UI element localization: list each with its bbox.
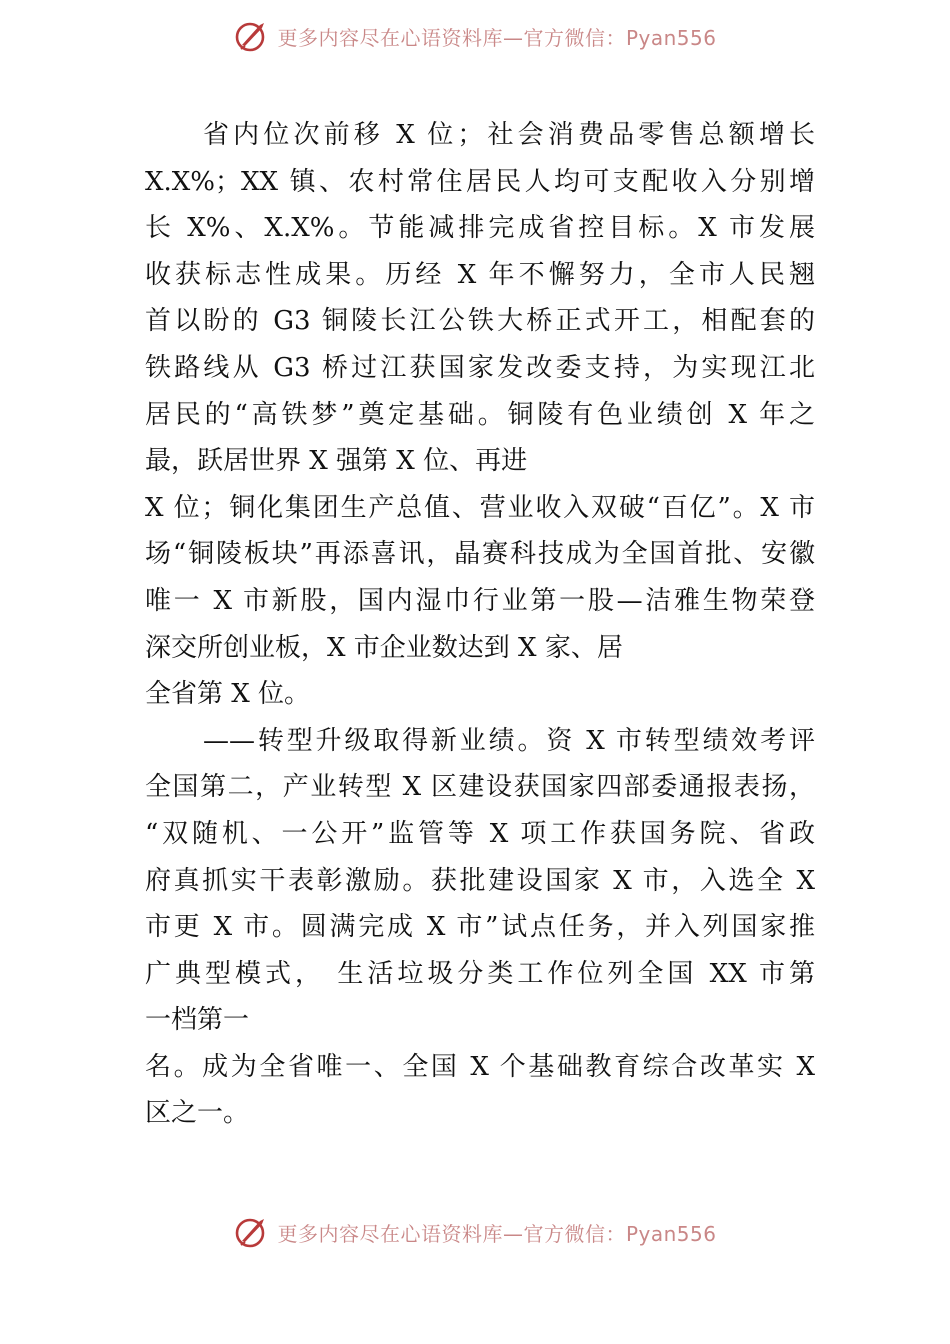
text-line: 全国第二，产业转型 X 区建设获国家四部委通报表扬， [145,772,815,803]
text-line: 深交所创业板，X 市企业数达到 X 家、居 [145,632,623,663]
text-line: 居民的“高铁梦”奠定基础。铜陵有色业绩创 X 年之 [145,399,815,430]
text-line: ——转型升级取得新业绩。资 X 市转型绩效考评 [203,725,815,756]
text-line: 省内位次前移 X 位；社会消费品零售总额增长 [203,120,815,150]
header-watermark-text: 更多内容尽在心语资料库—官方微信：Pyan556 [277,25,717,50]
text-line: 长 X%、X.X%。节能减排完成省控目标。X 市发展 [145,213,815,244]
text-line: 全省第 X 位。 [145,679,311,710]
text-line: 府真抓实干表彰激励。获批建设国家 X 市，入选全 X [145,865,815,896]
text-line: 市更 X 市。圆满完成 X 市”试点任务，并入列国家推 [145,912,815,943]
header-watermark [0,16,950,56]
text-line: X 位；铜化集团生产总值、营业收入双破“百亿”。X 市 [145,492,815,523]
text-line: 广典型模式， 生活垃圾分类工作位列全国 XX 市第 [145,958,815,989]
text-line: 铁路线从 G3 桥过江获国家发改委支持，为实现江北 [145,352,815,383]
quill-logo-icon [233,1214,269,1250]
text-line: 收获标志性成果。历经 X 年不懈努力，全市人民翘 [145,259,815,290]
text-line: 唯一 X 市新股，国内湿巾行业第一股—洁雅生物荣登 [145,585,815,616]
footer-watermark [0,1212,950,1252]
text-line: “双随机、一公开”监管等 X 项工作获国务院、省政 [145,818,815,849]
text-line: 区之一。 [145,1098,250,1129]
text-line: 一档第一 [145,1005,250,1036]
text-line: X.X%；XX 镇、农村常住居民人均可支配收入分别增 [145,166,815,197]
text-line: 最，跃居世界 X 强第 X 位、再进 [145,446,528,477]
footer-watermark-text: 更多内容尽在心语资料库—官方微信：Pyan556 [277,1221,717,1246]
text-line: 场“铜陵板块”再添喜讯，晶赛科技成为全国首批、安徽 [145,539,815,570]
quill-logo-icon [233,18,269,54]
text-line: 首以盼的 G3 铜陵长江公铁大桥正式开工，相配套的 [145,306,815,337]
text-line: 名。成为全省唯一、全国 X 个基础教育综合改革实 X [145,1051,815,1082]
document-body [145,112,815,1137]
